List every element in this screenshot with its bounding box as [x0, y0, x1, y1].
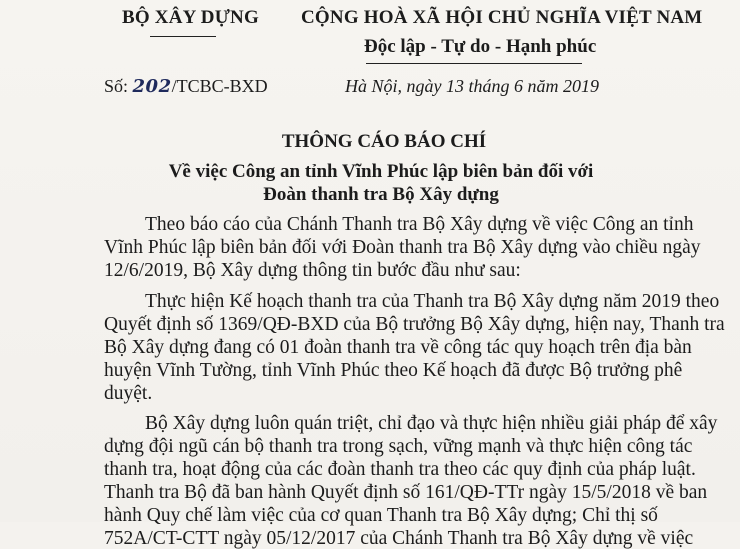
body-line: Vĩnh Phúc lập biên bản đối với Đoàn thanh tra Bộ Xây dựng vào chiều ngày	[104, 237, 701, 258]
body-line: Bộ Xây dựng đang có 01 đoàn thanh tra về công tác quy hoạch trên địa bàn	[104, 337, 692, 358]
body-line: Thanh tra Bộ đã ban hành Quyết định số 161/QĐ-TTr ngày 15/5/2018 về ban	[104, 482, 708, 503]
body-line: Thực hiện Kế hoạch thanh tra của Thanh tra Bộ Xây dựng năm 2019 theo	[145, 291, 720, 312]
docno-handwritten-number: 202	[132, 76, 172, 97]
body-line: thanh tra, hoạt động của các đoàn thanh tra theo các quy định của pháp luật.	[104, 459, 696, 480]
national-title: CỘNG HOÀ XÃ HỘI CHỦ NGHĨA VIỆT NAM	[301, 7, 703, 28]
docno-suffix: /TCBC-BXD	[171, 76, 268, 96]
body-line: hành Quy chế làm việc của cơ quan Thanh tra Bộ Xây dựng; Chỉ thị số	[104, 505, 658, 526]
body-line: 752A/CT-CTT ngày 05/12/2017 của Chánh Thanh tra Bộ Xây dựng về việc	[104, 528, 694, 549]
body-line: dựng đội ngũ cán bộ thanh tra trong sạch, vững mạnh và thực hiện công tác	[104, 436, 693, 457]
subject-line-1: Về việc Công an tỉnh Vĩnh Phúc lập biên bản đối với	[168, 161, 594, 182]
ministry-underline	[150, 36, 216, 37]
document-number	[104, 76, 268, 97]
body-line: huyện Vĩnh Tường, tỉnh Vĩnh Phúc theo Kế hoạch đã được Bộ trưởng phê	[104, 360, 683, 381]
body-line: Bộ Xây dựng luôn quán triệt, chỉ đạo và thực hiện nhiều giải pháp để xây	[145, 413, 718, 434]
docno-prefix: Số:	[104, 76, 133, 96]
subject-line-2: Đoàn thanh tra Bộ Xây dựng	[263, 184, 499, 205]
place-and-date: Hà Nội, ngày 13 tháng 6 năm 2019	[345, 76, 599, 96]
national-motto: Độc lập - Tự do - Hạnh phúc	[364, 36, 597, 57]
body-line: Quyết định số 1369/QĐ-BXD của Bộ trưởng Bộ Xây dựng, hiện nay, Thanh tra	[104, 314, 725, 335]
document-title: THÔNG CÁO BÁO CHÍ	[281, 131, 487, 152]
body-line: Theo báo cáo của Chánh Thanh tra Bộ Xây dựng về việc Công an tỉnh	[145, 214, 694, 235]
body-line: duyệt.	[104, 383, 153, 404]
ministry-name: BỘ XÂY DỰNG	[122, 7, 259, 28]
motto-underline	[366, 63, 582, 64]
body-line: 12/6/2019, Bộ Xây dựng thông tin bước đầu như sau:	[104, 260, 521, 281]
